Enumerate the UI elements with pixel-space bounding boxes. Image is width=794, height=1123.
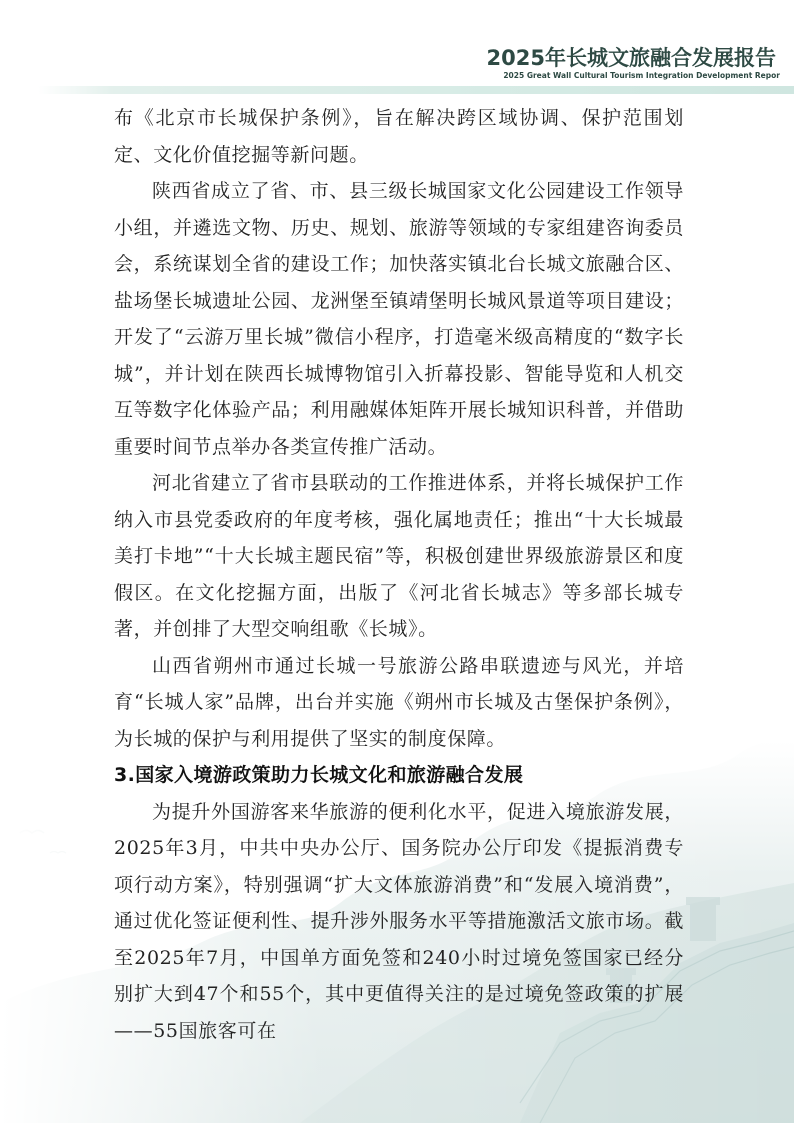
header-divider-bar [38,86,794,94]
report-body [114,100,684,1049]
report-subtitle: 2025 Great Wall Cultural Tourism Integration Development Repor [503,71,780,80]
paragraph-beijing-continued: 布《北京市长城保护条例》，旨在解决跨区域协调、保护范围划定、文化价值挖掘等新问题。 [114,107,684,166]
page-header [0,0,794,100]
section-heading: 3.国家入境游政策助力长城文化和旅游融合发展 [114,764,524,786]
paragraph-hebei: 河北省建立了省市县联动的工作推进体系，并将长城保护工作纳入市县党委政府的年度考核，强化属地责任；推出“十大长城最美打卡地”“十大长城主题民宿”等，积极创建世界级旅游景区和度假区。在文化挖掘方面，出版了《河北省长城志》等多部长城专著，并创排了大型交响组歌《长城》。 [114,472,684,640]
paragraph-inbound-policy: 为提升外国游客来华旅游的便利化水平，促进入境旅游发展，2025年3月，中共中央办公厅、国务院办公厅印发《提振消费专项行动方案》，特别强调“扩大文体旅游消费”和“发展入境消费”，通过优化签证便利性、提升涉外服务水平等措施激活文旅市场。截至2025年7月，中国单方面免签和240小时过境免签国家已经分别扩大到47个和55个，其中更值得关注的是过境免签政策的扩展——55国旅客可在 [114,800,684,1042]
paragraph-shaanxi: 陕西省成立了省、市、县三级长城国家文化公园建设工作领导小组，并遴选文物、历史、规划、旅游等领域的专家组建咨询委员会，系统谋划全省的建设工作；加快落实镇北台长城文旅融合区、盐场堡长城遗址公园、龙洲堡至镇靖堡明长城风景道等项目建设；开发了“云游万里长城”微信小程序，打造毫米级高精度的“数字长城”，并计划在陕西长城博物馆引入折幕投影、智能导览和人机交互等数字化体验产品；利用融媒体矩阵开展长城知识科普，并借助重要时间节点举办各类宣传推广活动。 [114,180,684,458]
report-title: 2025年长城文旅融合发展报告 [486,46,776,70]
paragraph-shanxi: 山西省朔州市通过长城一号旅游公路串联遗迹与风光，并培育“长城人家”品牌，出台并实施《朔州市长城及古堡保护条例》，为长城的保护与利用提供了坚实的制度保障。 [114,654,684,750]
